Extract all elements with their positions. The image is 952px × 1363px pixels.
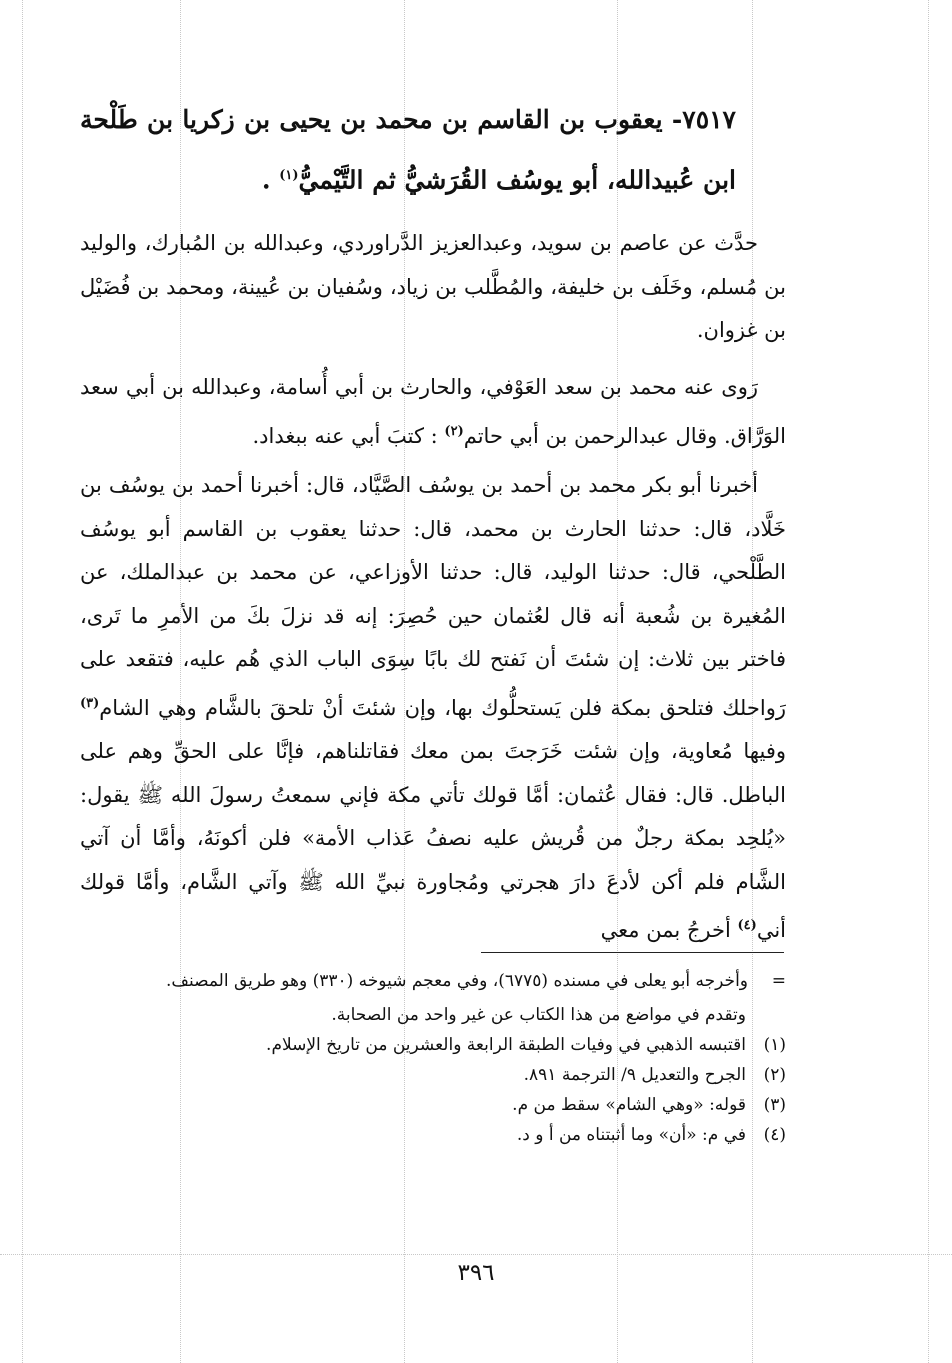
scan-guide-line [928, 0, 929, 1363]
footnote-text: في م: «أن» وما أثبتناه من أ و د. [516, 1125, 746, 1145]
paragraph-text: وفيها مُعاوية، وإن شئت خَرَجتَ بمن معك فقاتلناهم، فإنَّا على الحقِّ وهم على الباطل. قال: فقال عُثمان: أمَّا قولك تأتي مكة فإني سمعتُ رسولَ الله ﷺ يقول: «يُلحِد بمكة رجلٌ من قُريش عليه نصفُ عَذاب الأمة» فلن أكونَهُ، وأمَّا أن آتي الشَّام فلم أكن لأدعَ دارَ هجرتي ومُجاورة نبيِّ الله ﷺ وآتي الشَّام، وأمَّا قولك أني [80, 739, 786, 942]
footnotes [80, 966, 786, 1150]
footnote-ref: (١) [279, 168, 299, 183]
scan-guide-line [0, 1254, 952, 1255]
scan-guide-line [22, 0, 23, 1363]
entry-heading [80, 92, 736, 208]
footnote-item [80, 1030, 786, 1060]
footnote-item [80, 1120, 786, 1150]
paragraph-students [80, 366, 786, 458]
page-number: ٣٩٦ [457, 1260, 495, 1286]
footnote-note [80, 1000, 786, 1030]
entry-number: ٧٥١٧- [671, 105, 736, 134]
paragraph-teachers [80, 222, 786, 353]
footnote-continuation [80, 966, 786, 996]
footnote-number: (٢) [763, 1065, 786, 1085]
entry-title-line1: يعقوب بن القاسم بن محمد بن يحيى بن زكريا بن طَلْحة [80, 105, 663, 134]
paragraph-hadith [80, 464, 786, 953]
footnote-number: (٣) [763, 1095, 786, 1115]
paragraph-text: حدَّث عن عاصم بن سويد، وعبدالعزيز الدَّراوردي، وعبدالله بن المُبارك، والوليد بن مُسلم، وخَلَف بن خليفة، والمُطَّلب بن زياد، وسُفيان بن عُيينة، ومحمد بن فُضَيْل بن غزوان. [80, 231, 786, 342]
footnote-text: وأخرجه أبو يعلى في مسنده (٦٧٧٥)، وفي معجم شيوخه (٣٣٠) وهو طريق المصنف. [165, 971, 748, 991]
footnote-separator [481, 952, 784, 953]
footnote-text: اقتبسه الذهبي في وفيات الطبقة الرابعة والعشرين من تاريخ الإسلام. [266, 1035, 746, 1055]
entry-title-line2: ابن عُبيدالله، أبو يوسُف القُرَشيُّ ثم التَّيْميُّ [298, 165, 736, 195]
footnote-item [80, 1060, 786, 1090]
footnote-number: (١) [763, 1035, 786, 1055]
paragraph-text: أخرجُ بمن معي [600, 918, 738, 942]
paragraph-text: أخبرنا أبو بكر محمد بن أحمد بن يوسُف الصَّيَّاد، قال: أخبرنا أحمد بن يوسُف بن خَلَّاد، قال: حدثنا الحارث بن محمد، قال: حدثنا يعقوب بن القاسم أبو يوسُف الطَّلْحي، قال: حدثنا الوليد، قال: حدثنا الأوزاعي، عن محمد بن عبدالملك، عن المُغيرة بن شُعبة أنه قال لعُثمان حين حُصِرَ: إنه قد نزلَ بكَ من الأمرِ ما تَرى، فاختر بين ثلاث: إن شئتَ أن نَفتح لك بابًا سِوَى الباب الذي هُم عليه، فتقعد على رَواحلك فتلحق بمكة فلن يَستحلُّوك بها، وإن شئتَ أنْ تلحقَ بالشَّام وهي الشام [80, 473, 786, 720]
footnote-item [80, 1090, 786, 1120]
footnote-ref: (٣) [80, 695, 100, 711]
footnote-ref: (٢) [444, 423, 464, 439]
paragraph-text: : كتبَ أبي عنه ببغداد. [252, 423, 445, 448]
footnote-text: وتقدم في مواضع من هذا الكتاب عن غير واحد من الصحابة. [331, 1005, 746, 1025]
footnote-text: قوله: «وهي الشام» سقط من م. [512, 1095, 746, 1115]
entry-title-end: . [261, 165, 280, 195]
footnote-text: الجرح والتعديل ٩/ الترجمة ٨٩١. [523, 1065, 746, 1085]
continuation-mark: = [771, 971, 786, 991]
paragraph-text: رَوى عنه محمد بن سعد العَوْفي، والحارث بن أبي أُسامة، وعبدالله بن أبي سعد الوَرَّاق. وقال عبدالرحمن بن أبي حاتم [80, 375, 786, 448]
footnote-number: (٤) [763, 1125, 786, 1145]
footnote-ref: (٤) [737, 918, 757, 933]
